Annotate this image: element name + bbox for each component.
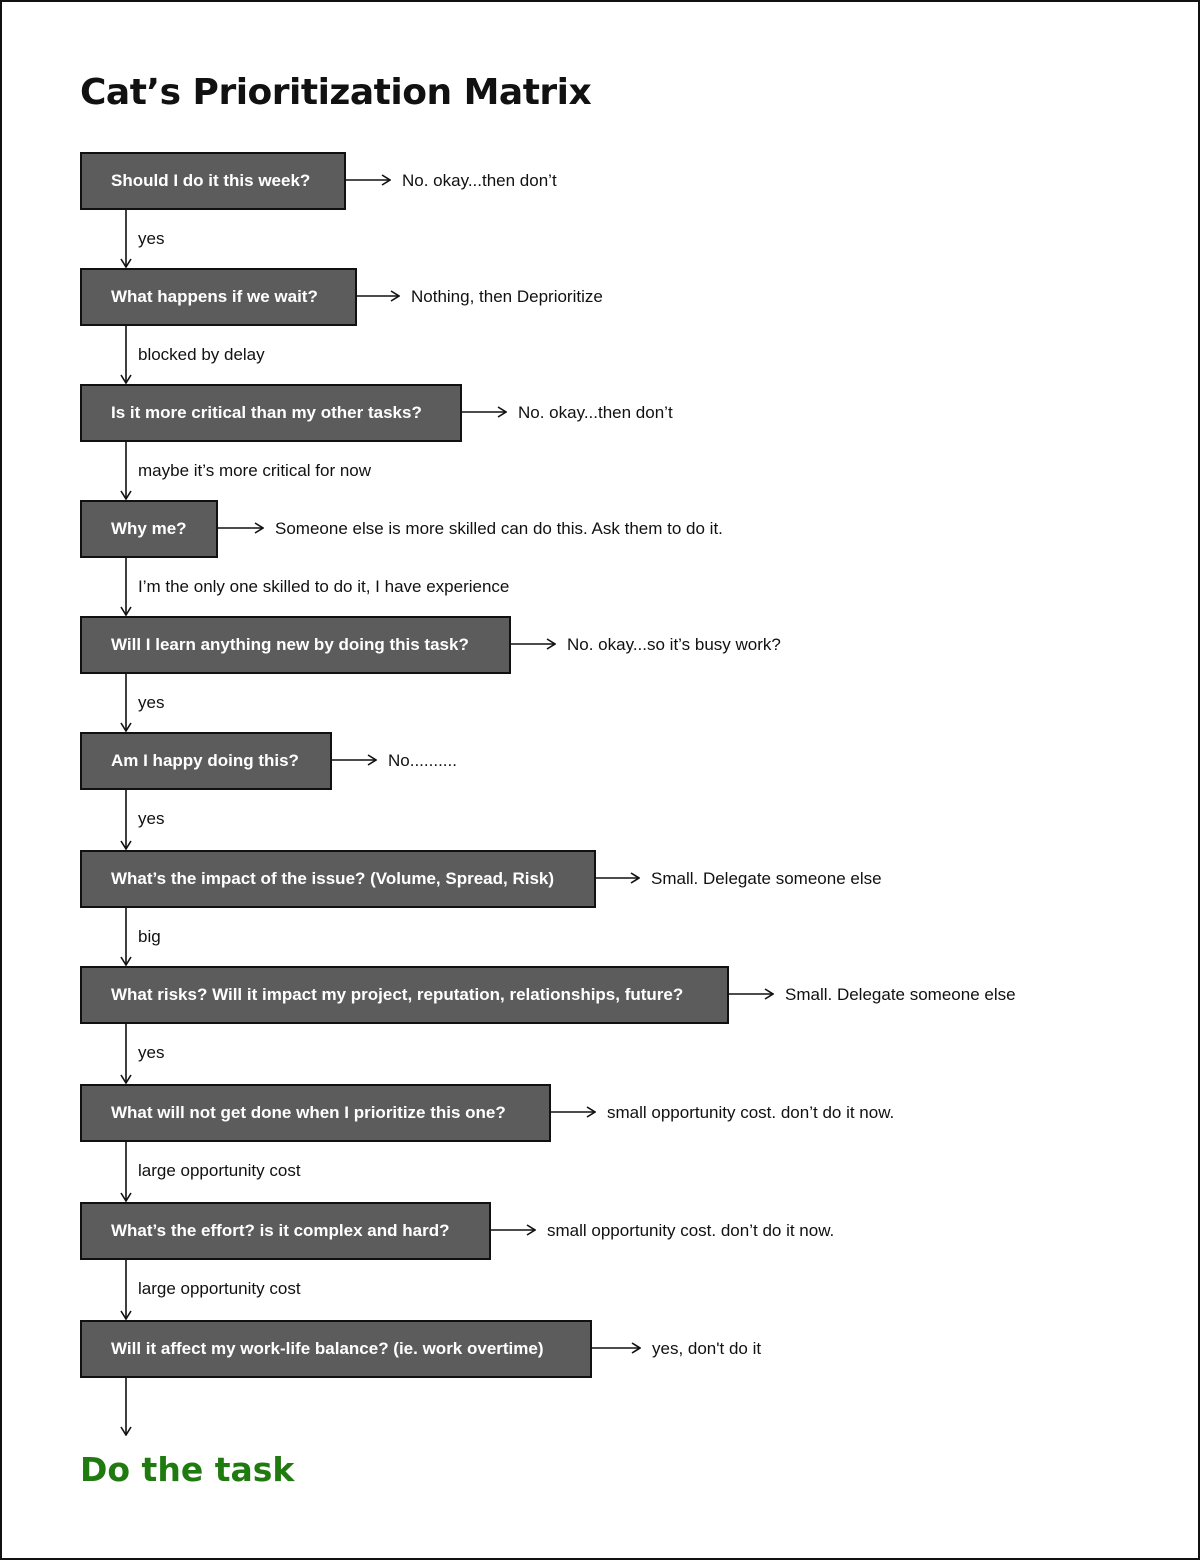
question-box: Should I do it this week? <box>80 152 346 210</box>
question-box: What’s the impact of the issue? (Volume, Spread, Risk) <box>80 850 596 908</box>
question-box: Will it affect my work-life balance? (ie. work overtime) <box>80 1320 592 1378</box>
yes-branch-label: yes <box>138 693 165 712</box>
diagram-title: Cat’s Prioritization Matrix <box>80 72 592 113</box>
yes-branch-label: large opportunity cost <box>138 1279 301 1298</box>
no-branch-answer: small opportunity cost. don’t do it now. <box>607 1103 895 1122</box>
no-branch-answer: No. okay...so it’s busy work? <box>567 635 781 654</box>
final-outcome: Do the task <box>80 1450 295 1489</box>
question-box: Will I learn anything new by doing this task? <box>80 616 511 674</box>
no-branch-answer: No. okay...then don’t <box>518 403 673 422</box>
no-branch-answer: No. okay...then don’t <box>402 171 557 190</box>
yes-branch-label: big <box>138 927 161 946</box>
yes-branch-label: yes <box>138 809 165 828</box>
question-box: What happens if we wait? <box>80 268 357 326</box>
no-branch-answer: Nothing, then Deprioritize <box>411 287 603 306</box>
question-box: What will not get done when I prioritize this one? <box>80 1084 551 1142</box>
no-branch-answer: yes, don't do it <box>652 1339 762 1358</box>
no-branch-answer: Someone else is more skilled can do this. Ask them to do it. <box>275 519 723 538</box>
question-box: Why me? <box>80 500 218 558</box>
yes-branch-label: yes <box>138 1043 165 1062</box>
no-branch-answer: Small. Delegate someone else <box>785 985 1016 1004</box>
yes-branch-label: large opportunity cost <box>138 1161 301 1180</box>
question-box: Is it more critical than my other tasks? <box>80 384 462 442</box>
no-branch-answer: Small. Delegate someone else <box>651 869 882 888</box>
question-box: What’s the effort? is it complex and hard? <box>80 1202 491 1260</box>
no-branch-answer: No.......... <box>388 751 457 770</box>
yes-branch-label: yes <box>138 229 165 248</box>
no-branch-answer: small opportunity cost. don’t do it now. <box>547 1221 835 1240</box>
yes-branch-label: blocked by delay <box>138 345 265 364</box>
question-box: What risks? Will it impact my project, reputation, relationships, future? <box>80 966 729 1024</box>
question-box: Am I happy doing this? <box>80 732 332 790</box>
yes-branch-label: maybe it’s more critical for now <box>138 461 372 480</box>
yes-branch-label: I’m the only one skilled to do it, I have experience <box>138 577 510 596</box>
